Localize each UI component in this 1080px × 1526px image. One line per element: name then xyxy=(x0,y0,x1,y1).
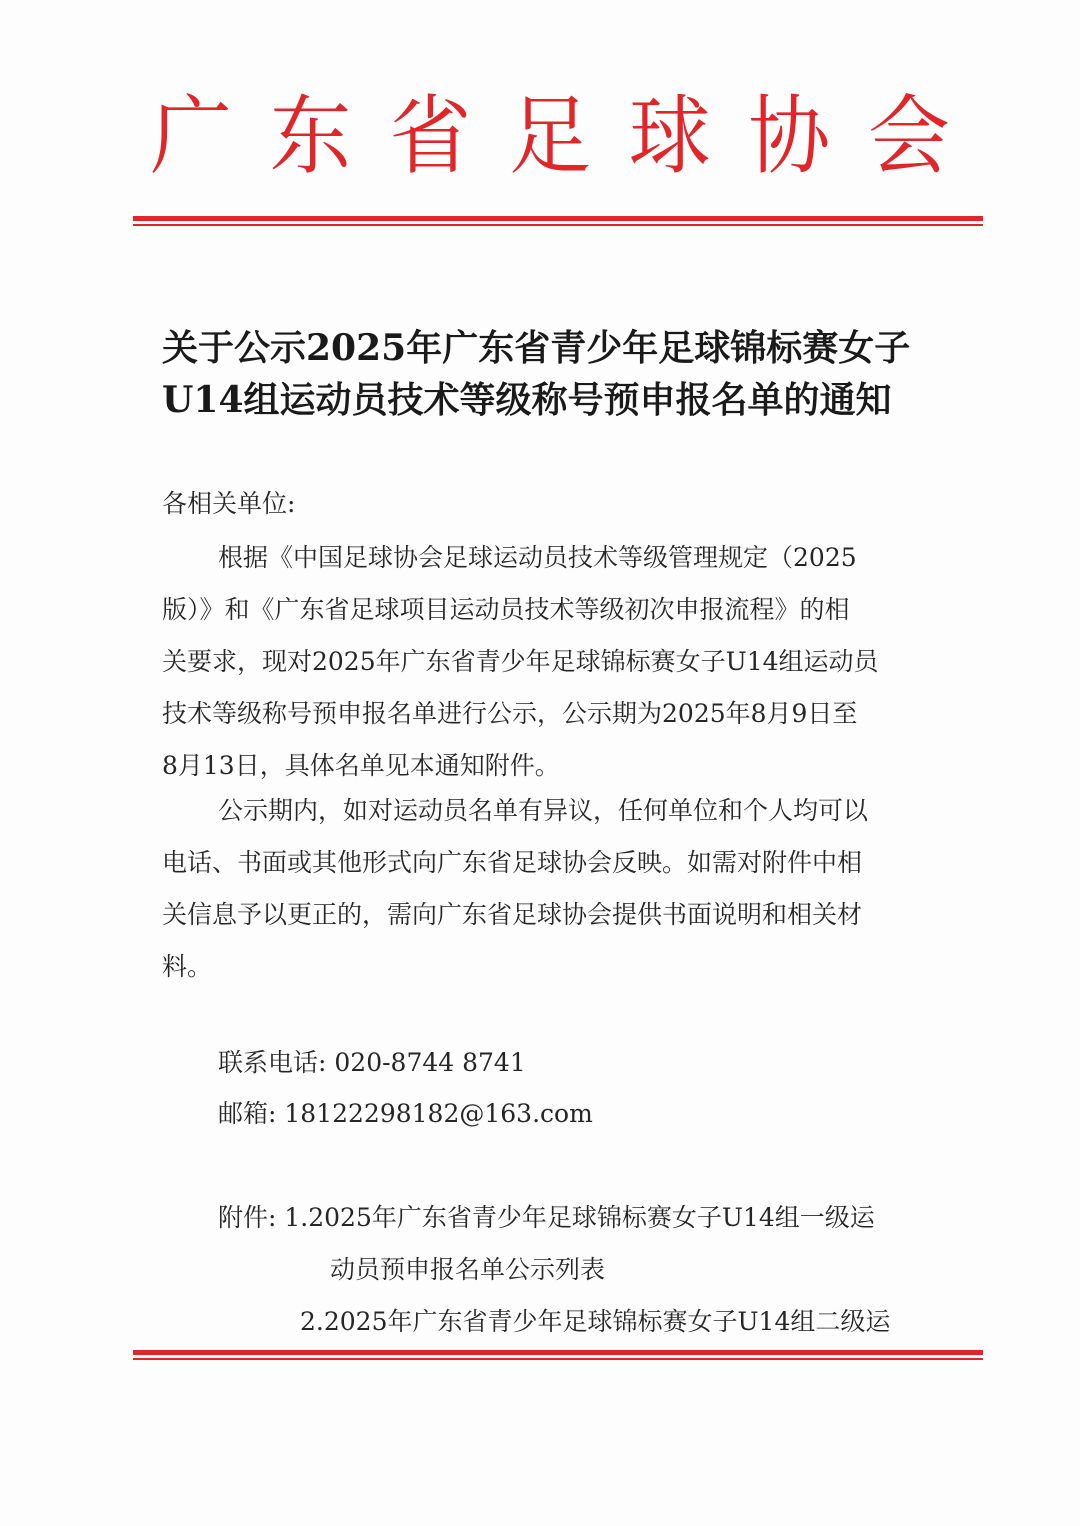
org-letterhead xyxy=(150,82,950,192)
attachment-item-2: 2.2025年广东省青少年足球锦标赛女子U14组二级运 xyxy=(300,1307,891,1336)
paragraph-line: 料。 xyxy=(162,952,213,981)
phone-label: 联系电话: xyxy=(218,1048,327,1077)
paragraph-line: 电话、书面或其他形式向广东省足球协会反映。如需对附件中相 xyxy=(162,848,863,877)
paragraph-line: 关信息予以更正的，需向广东省足球协会提供书面说明和相关材 xyxy=(162,900,863,929)
document-title xyxy=(162,322,962,426)
divider-thin-line xyxy=(133,1358,983,1360)
paragraph-line: 版）》和《广东省足球项目运动员技术等级初次申报流程》的相 xyxy=(162,595,850,624)
contact-email xyxy=(218,1088,593,1140)
paragraph-line: 技术等级称号预申报名单进行公示，公示期为2025年8月9日至 xyxy=(162,699,858,728)
email-address: 18122298182@163.com xyxy=(284,1099,593,1128)
paragraph-line: 公示期内，如对运动员名单有异议，任何单位和个人均可以 xyxy=(218,796,869,825)
letterhead-char: 球 xyxy=(628,86,711,187)
divider-thick-line xyxy=(133,216,983,221)
paragraph-2 xyxy=(162,785,962,993)
divider-thin-line xyxy=(133,224,983,226)
header-divider xyxy=(133,216,983,226)
email-label: 邮箱: xyxy=(218,1099,277,1128)
letterhead-char: 省 xyxy=(389,86,472,187)
title-line-2: U14组运动员技术等级称号预申报名单的通知 xyxy=(162,379,892,421)
footer-divider xyxy=(133,1350,983,1360)
paragraph-line: 根据《中国足球协会足球运动员技术等级管理规定（2025 xyxy=(218,543,857,572)
attachment-text: 1.2025年广东省青少年足球锦标赛女子U14组一级运 xyxy=(284,1203,875,1232)
attachment-item-1 xyxy=(218,1192,978,1244)
letterhead-char: 会 xyxy=(867,86,950,187)
letterhead-char: 东 xyxy=(269,86,352,187)
paragraph-line: 关要求，现对2025年广东省青少年足球锦标赛女子U14组运动员 xyxy=(162,647,879,676)
letterhead-char: 协 xyxy=(748,86,831,187)
letterhead-char: 足 xyxy=(508,86,591,187)
paragraph-1 xyxy=(162,532,962,792)
letterhead-char: 广 xyxy=(150,86,233,187)
contact-phone xyxy=(218,1037,526,1089)
attachment-item-1-continued: 动员预申报名单公示列表 xyxy=(330,1255,606,1284)
divider-thick-line xyxy=(133,1350,983,1355)
phone-number: 020-8744 8741 xyxy=(334,1048,526,1077)
title-line-1: 关于公示2025年广东省青少年足球锦标赛女子 xyxy=(162,327,911,369)
paragraph-line: 8月13日，具体名单见本通知附件。 xyxy=(162,751,560,780)
salutation: 各相关单位: xyxy=(162,489,296,518)
attachment-label: 附件: xyxy=(218,1203,277,1232)
